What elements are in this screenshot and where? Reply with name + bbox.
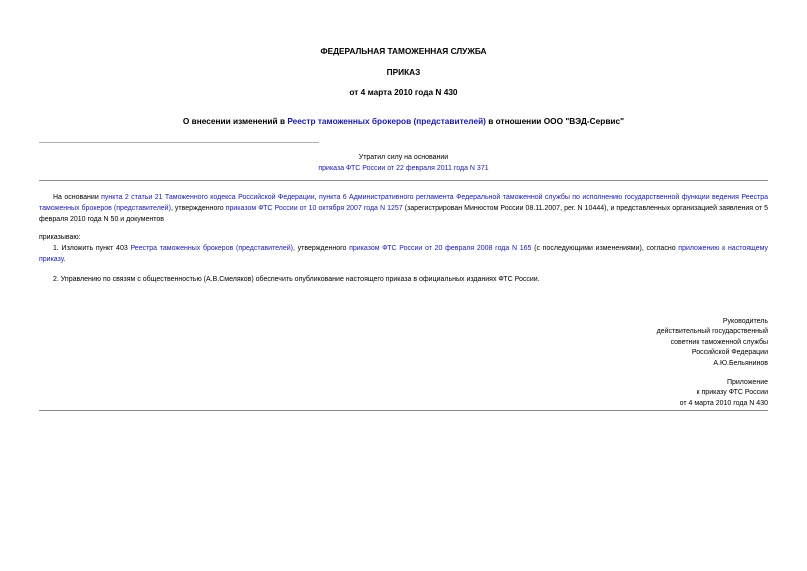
signature-line-country: Российской Федерации bbox=[691, 349, 768, 357]
document-type: ПРИКАЗ bbox=[386, 67, 421, 77]
signature-block bbox=[657, 317, 768, 369]
appendix-divider bbox=[39, 410, 768, 411]
p1-text-1: На основании bbox=[53, 194, 102, 201]
appendix-line-3: от 4 марта 2010 года N 430 bbox=[679, 399, 768, 407]
status-divider bbox=[39, 180, 768, 181]
appendix-line-2: к приказу ФТС России bbox=[696, 389, 768, 397]
appendix-block bbox=[680, 378, 768, 409]
order-word: приказываю: bbox=[39, 234, 81, 241]
paragraph-basis bbox=[39, 193, 768, 225]
signature-line-rank-1: действительный государственный bbox=[656, 328, 768, 336]
p2-text-1: 1. Изложить пункт 403 bbox=[53, 245, 131, 252]
short-divider bbox=[39, 142, 319, 143]
p2-text-3: (с последующими изменениями), согласно bbox=[531, 245, 679, 252]
order-1257-link[interactable]: приказом ФТС России от 10 октября 2007 года N 1257 bbox=[225, 204, 403, 212]
customs-code-link[interactable]: пункта 2 статьи 21 Таможенного кодекса Российской Федерации bbox=[101, 194, 315, 201]
p1-text-3: , утвержденного bbox=[170, 204, 226, 212]
paragraph-item-1 bbox=[39, 244, 768, 266]
title-suffix: в отношении ООО "ВЭД-Сервис" bbox=[485, 116, 625, 126]
title-prefix: О внесении изменений в bbox=[182, 116, 288, 126]
agency-name: ФЕДЕРАЛЬНАЯ ТАМОЖЕННАЯ СЛУЖБА bbox=[320, 46, 487, 56]
paragraph-item-2: 2. Управлению по связям с общественностью (А.В.Смеляков) обеспечить опубликование настоящего приказа в официальных изданиях ФТС России. bbox=[53, 276, 540, 283]
status-note: Утратил силу на основании bbox=[358, 154, 449, 161]
registry-link[interactable]: Реестр таможенных брокеров (представителей) bbox=[287, 116, 486, 126]
registry-link-2[interactable]: Реестра таможенных брокеров (представителей) bbox=[130, 245, 294, 252]
signature-line-rank-2: советник таможенной службы bbox=[670, 338, 768, 346]
p1-text-2: , bbox=[314, 194, 320, 201]
repeal-order-link[interactable]: приказа ФТС России от 22 февраля 2011 года N 371 bbox=[318, 165, 489, 172]
p2-text-4: . bbox=[63, 255, 66, 263]
appendix-link[interactable]: приложению к настоящему приказу bbox=[39, 245, 768, 263]
admin-regulation-link[interactable]: пункта 6 Административного регламента Федеральной таможенной службы по исполнению государственной функции ведения Реестра таможенных брокеров (представителей) bbox=[39, 194, 769, 212]
order-165-link[interactable]: приказом ФТС России от 20 февраля 2008 года N 165 bbox=[349, 245, 532, 252]
document-title bbox=[0, 116, 807, 126]
signature-line-name: А.Ю.Бельянинов bbox=[713, 359, 768, 367]
status-note-link-wrap bbox=[0, 165, 807, 172]
p2-text-2: , утвержденного bbox=[293, 245, 350, 252]
p1-text-4: (зарегистрирован Минюстом России 08.11.2007, рег. N 10444), и представленных организацией заявления от 5 февраля 2010 года N 50 и документов bbox=[39, 204, 768, 223]
document-date: от 4 марта 2010 года N 430 bbox=[349, 87, 458, 97]
appendix-line-1: Приложение bbox=[726, 379, 768, 386]
signature-line-title: Руководитель bbox=[722, 318, 768, 325]
